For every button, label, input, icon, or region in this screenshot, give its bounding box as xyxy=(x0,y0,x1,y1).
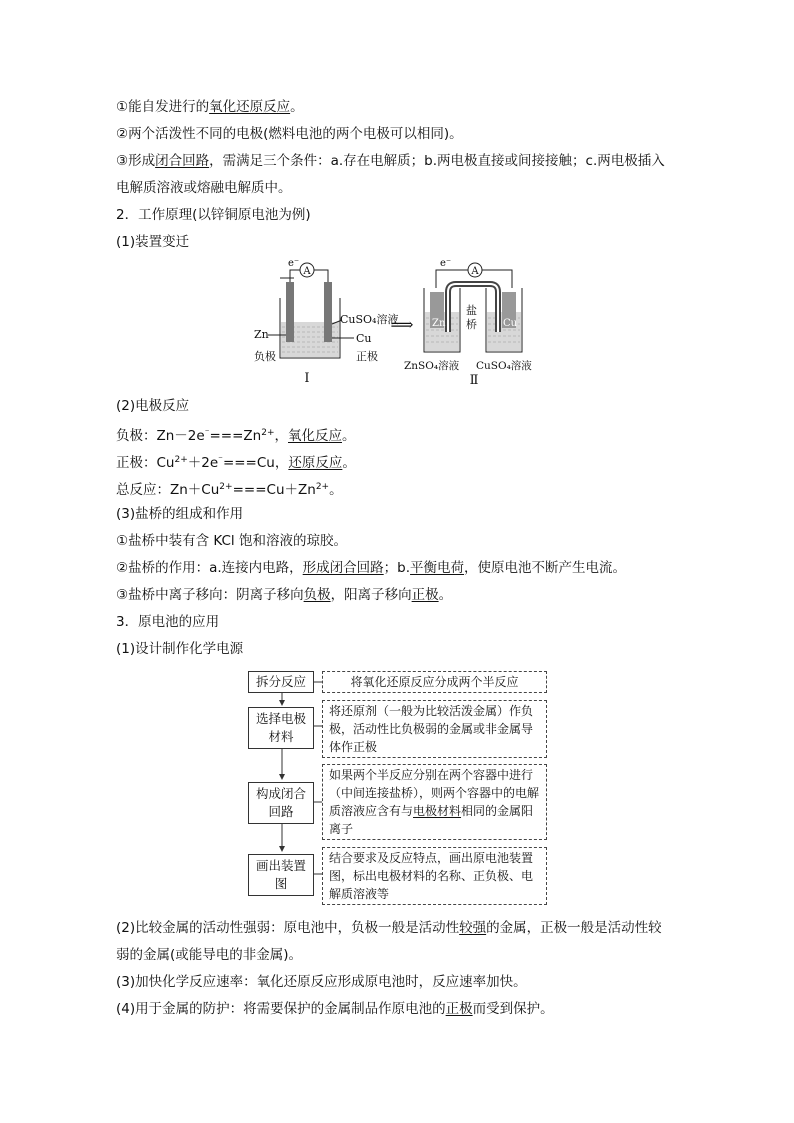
zn-electrode xyxy=(286,282,294,342)
underlined-answer: 负极 xyxy=(303,587,331,603)
subheading-electrode-reaction: (2)电极反应 xyxy=(116,398,190,414)
application-2-cont: 弱的金属(或能导电的非金属)。 xyxy=(116,947,303,963)
underlined-answer: 氧化反应 xyxy=(288,428,342,444)
underlined-answer: 还原反应 xyxy=(288,455,343,471)
salt-bridge-label: 盐 xyxy=(466,304,477,317)
condition-2: ②两个活泼性不同的电极(燃料电池的两个电极可以相同)。 xyxy=(116,126,463,142)
cu-label: Cu xyxy=(503,318,518,329)
underlined-answer: 形成闭合回路 xyxy=(302,560,384,576)
transform-arrow-icon: ⟹ xyxy=(390,315,414,334)
underlined-answer: 正极 xyxy=(411,587,439,603)
znso4-label: ZnSO₄溶液 xyxy=(404,360,460,372)
text: ②盐桥的作用：a.连接内电路， xyxy=(116,560,303,576)
label-II: Ⅱ xyxy=(469,373,479,388)
salt-bridge-composition: ①盐桥中装有含 KCl 饱和溶液的琼胶。 xyxy=(116,533,347,549)
electron-label: e⁻ xyxy=(440,258,452,269)
underlined-answer: 正极 xyxy=(445,1001,473,1017)
text: 相同的金属阳离子 xyxy=(329,804,534,836)
salt-bridge-label: 桥 xyxy=(466,318,477,331)
underlined-answer: 电极材料 xyxy=(413,804,462,818)
application-2 xyxy=(116,919,662,937)
subheading-salt-bridge: (3)盐桥的组成和作用 xyxy=(116,506,244,522)
positive-label: 正极 xyxy=(356,350,378,363)
flow-step-split: 拆分反应 xyxy=(248,671,314,693)
text: 。 xyxy=(438,587,453,603)
text: ①能自发进行的 xyxy=(116,99,210,115)
total-reaction-equation xyxy=(116,478,343,499)
ion-migration xyxy=(116,586,452,604)
section-heading-2: 2．工作原理(以锌铜原电池为例) xyxy=(116,207,311,223)
condition-3 xyxy=(116,152,665,170)
condition-3-cont: 电解质溶液或熔融电解质中。 xyxy=(116,180,292,196)
superscript: ⁻ xyxy=(204,428,210,438)
text: ，阳离子移向 xyxy=(330,587,412,603)
cuso4-label: CuSO₄溶液 xyxy=(340,313,399,326)
section-heading-3: 3．原电池的应用 xyxy=(116,614,220,630)
text: ， xyxy=(274,428,288,444)
flow-desc-draw: 结合要求及反应特点，画出原电池装置图，标出电极材料的名称、正负极、电解质溶液等 xyxy=(322,847,547,905)
flow-step-draw: 画出装置 图 xyxy=(248,854,314,896)
flow-step-circuit: 构成闭合 回路 xyxy=(248,782,314,824)
zn-label: Zn xyxy=(254,328,269,341)
flow-desc-circuit xyxy=(322,764,547,840)
text: ＋2e xyxy=(187,455,219,471)
text: (4)用于金属的防护：将需要保护的金属制品作原电池的 xyxy=(116,1001,446,1017)
galvanic-cell-figure xyxy=(250,252,550,392)
subheading-design: (1)设计制作化学电源 xyxy=(116,641,244,657)
text: ===Cu＋Zn xyxy=(232,482,316,498)
underlined-answer: 闭合回路 xyxy=(155,153,210,169)
text: 。 xyxy=(342,455,356,471)
condition-1 xyxy=(116,98,304,116)
subheading-device: (1)装置变迁 xyxy=(116,234,190,250)
cell-II xyxy=(404,258,532,388)
cu-label: Cu xyxy=(356,332,372,345)
text: ③盐桥中离子移向：阴离子移向 xyxy=(116,587,304,603)
flow-desc-split: 将氧化还原反应分成两个半反应 xyxy=(322,671,547,693)
superscript: 2+ xyxy=(261,428,275,438)
text: 如果两个半反应分别在两个容器中进行（中间连接盐桥），则两个容器中的电解质溶液应含有与 xyxy=(329,768,540,818)
superscript: 2+ xyxy=(315,482,330,492)
cu-electrode xyxy=(324,282,332,342)
text: ===Cu， xyxy=(222,455,289,471)
text: 总反应：Zn＋Cu xyxy=(116,482,220,498)
text: 。 xyxy=(342,428,356,444)
text: 负极：Zn－2e xyxy=(116,428,205,444)
label-I: Ⅰ xyxy=(304,371,310,386)
superscript: 2+ xyxy=(219,482,233,492)
text: 。 xyxy=(329,482,343,498)
text: 正极：Cu xyxy=(116,455,175,471)
ammeter-label: A xyxy=(471,266,479,277)
salt-bridge-function xyxy=(116,559,626,577)
flow-desc-electrode: 将还原剂（一般为比较活泼金属）作负极，活动性比负极弱的金属或非金属导体作正极 xyxy=(322,700,547,758)
application-4 xyxy=(116,1000,554,1018)
text: 。 xyxy=(290,99,304,115)
text: ，需满足三个条件：a.存在电解质；b.两电极直接或间接接触；c.两电极插入 xyxy=(209,153,665,169)
application-3: (3)加快化学反应速率：氧化还原反应形成原电池时，反应速率加快。 xyxy=(116,974,527,990)
underlined-answer: 较强 xyxy=(459,920,487,936)
superscript: 2+ xyxy=(174,455,188,465)
zn-label: Zn xyxy=(432,318,446,329)
cuso4-label: CuSO₄溶液 xyxy=(476,360,532,372)
text: ===Zn xyxy=(209,428,262,444)
text: 的金属，正极一般是活动性较 xyxy=(486,920,662,936)
text: 而受到保护。 xyxy=(472,1001,554,1017)
text: ；b. xyxy=(383,560,411,576)
electron-label: e⁻ xyxy=(288,258,300,269)
positive-electrode-equation xyxy=(116,451,356,472)
negative-electrode-equation xyxy=(116,424,356,445)
underlined-answer: 平衡电荷 xyxy=(410,560,465,576)
cell-I xyxy=(254,258,398,386)
underlined-answer: 氧化还原反应 xyxy=(209,99,291,115)
ammeter-label: A xyxy=(303,266,311,277)
superscript: ⁻ xyxy=(218,455,223,465)
negative-label: 负极 xyxy=(254,350,276,363)
flow-step-electrode: 选择电极 材料 xyxy=(248,707,314,749)
text: ，使原电池不断产生电流。 xyxy=(464,560,627,576)
text: ③形成 xyxy=(116,153,156,169)
text: (2)比较金属的活动性强弱：原电池中，负极一般是活动性 xyxy=(116,920,460,936)
